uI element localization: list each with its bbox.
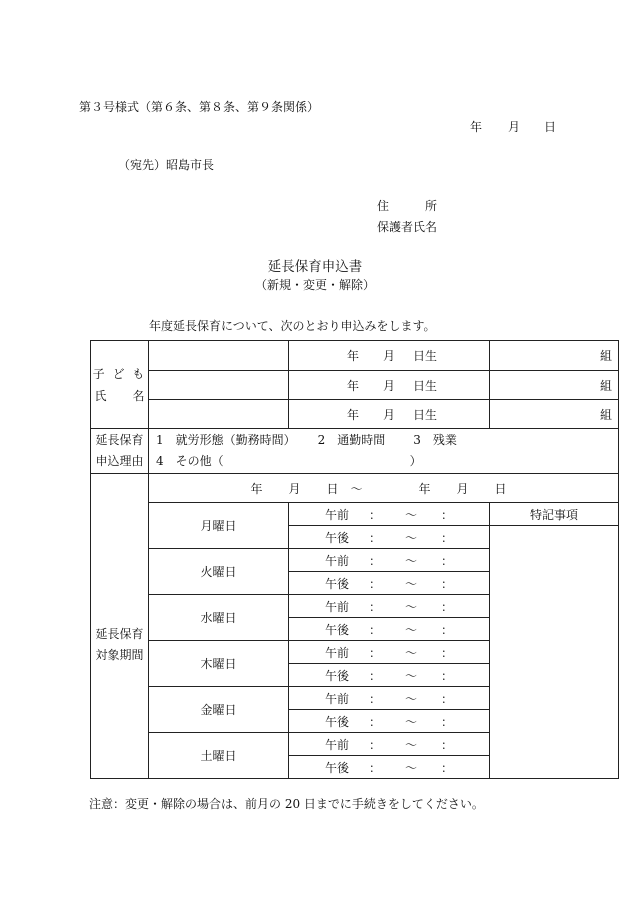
- child-class-3[interactable]: 組: [490, 400, 619, 429]
- day-thursday: 木曜日: [149, 641, 289, 687]
- intro-text: 年度延長保育について、次のとおり申込みをします。: [149, 319, 436, 333]
- child-name-field-1[interactable]: [149, 341, 289, 371]
- day-monday: 月曜日: [149, 503, 289, 549]
- guardian-name-label: 保護者氏名: [377, 220, 438, 234]
- wednesday-am-slot[interactable]: 午前 ： ～ ：: [289, 595, 490, 618]
- day-saturday: 土曜日: [149, 733, 289, 779]
- tuesday-pm-slot[interactable]: 午後 ： ～ ：: [289, 572, 490, 595]
- monday-pm-slot[interactable]: 午後 ： ～ ：: [289, 526, 490, 549]
- child-birthdate-2[interactable]: 年 月 日生: [289, 371, 490, 400]
- reason-option-overtime[interactable]: 3 残業: [413, 433, 457, 447]
- day-tuesday: 火曜日: [149, 549, 289, 595]
- reason-option-work[interactable]: 1 就労形態（勤務時間）: [156, 433, 296, 447]
- thursday-pm-slot[interactable]: 午後 ： ～ ：: [289, 664, 490, 687]
- notes-header: 特記事項: [490, 503, 619, 526]
- document-title: 延長保育申込書: [267, 259, 363, 275]
- date-year: 年: [470, 120, 483, 134]
- child-name-label: 子 ど も 氏 名: [91, 341, 149, 429]
- date-day: 日: [544, 120, 557, 134]
- reason-label: 延長保育 申込理由: [91, 429, 149, 474]
- saturday-pm-slot[interactable]: 午後 ： ～ ：: [289, 756, 490, 779]
- reason-options[interactable]: 1 就労形態（勤務時間） 2 通勤時間 3 残業 4 その他（ ）: [149, 429, 619, 474]
- period-range[interactable]: 年 月 日 ～ 年 月 日: [149, 474, 619, 503]
- reason-option-commute[interactable]: 2 通勤時間: [317, 433, 386, 447]
- reason-option-other[interactable]: 4 その他（: [156, 454, 224, 468]
- application-table: [90, 340, 619, 779]
- notes-field[interactable]: [490, 526, 619, 779]
- document-subtitle: （新規・変更・解除）: [254, 278, 375, 292]
- day-friday: 金曜日: [149, 687, 289, 733]
- monday-am-slot[interactable]: 午前 ： ～ ：: [289, 503, 490, 526]
- child-class-1[interactable]: 組: [490, 341, 619, 371]
- friday-pm-slot[interactable]: 午後 ： ～ ：: [289, 710, 490, 733]
- date-month: 月: [508, 120, 521, 134]
- child-name-field-3[interactable]: [149, 400, 289, 429]
- saturday-am-slot[interactable]: 午前 ： ～ ：: [289, 733, 490, 756]
- child-birthdate-3[interactable]: 年 月 日生: [289, 400, 490, 429]
- child-name-field-2[interactable]: [149, 371, 289, 400]
- addressee: （宛先）昭島市長: [118, 158, 215, 172]
- note-text: 注意：変更・解除の場合は、前月の 20 日までに手続きをしてください。: [89, 797, 484, 811]
- wednesday-pm-slot[interactable]: 午後 ： ～ ：: [289, 618, 490, 641]
- thursday-am-slot[interactable]: 午前 ： ～ ：: [289, 641, 490, 664]
- friday-am-slot[interactable]: 午前 ： ～ ：: [289, 687, 490, 710]
- address-label: 住 所: [377, 199, 438, 213]
- child-class-2[interactable]: 組: [490, 371, 619, 400]
- form-number: 第３号様式（第６条、第８条、第９条関係）: [79, 100, 320, 114]
- tuesday-am-slot[interactable]: 午前 ： ～ ：: [289, 549, 490, 572]
- date-line: [470, 118, 556, 135]
- period-label: 延長保育 対象期間: [91, 474, 149, 779]
- day-wednesday: 水曜日: [149, 595, 289, 641]
- child-birthdate-1[interactable]: 年 月 日生: [289, 341, 490, 371]
